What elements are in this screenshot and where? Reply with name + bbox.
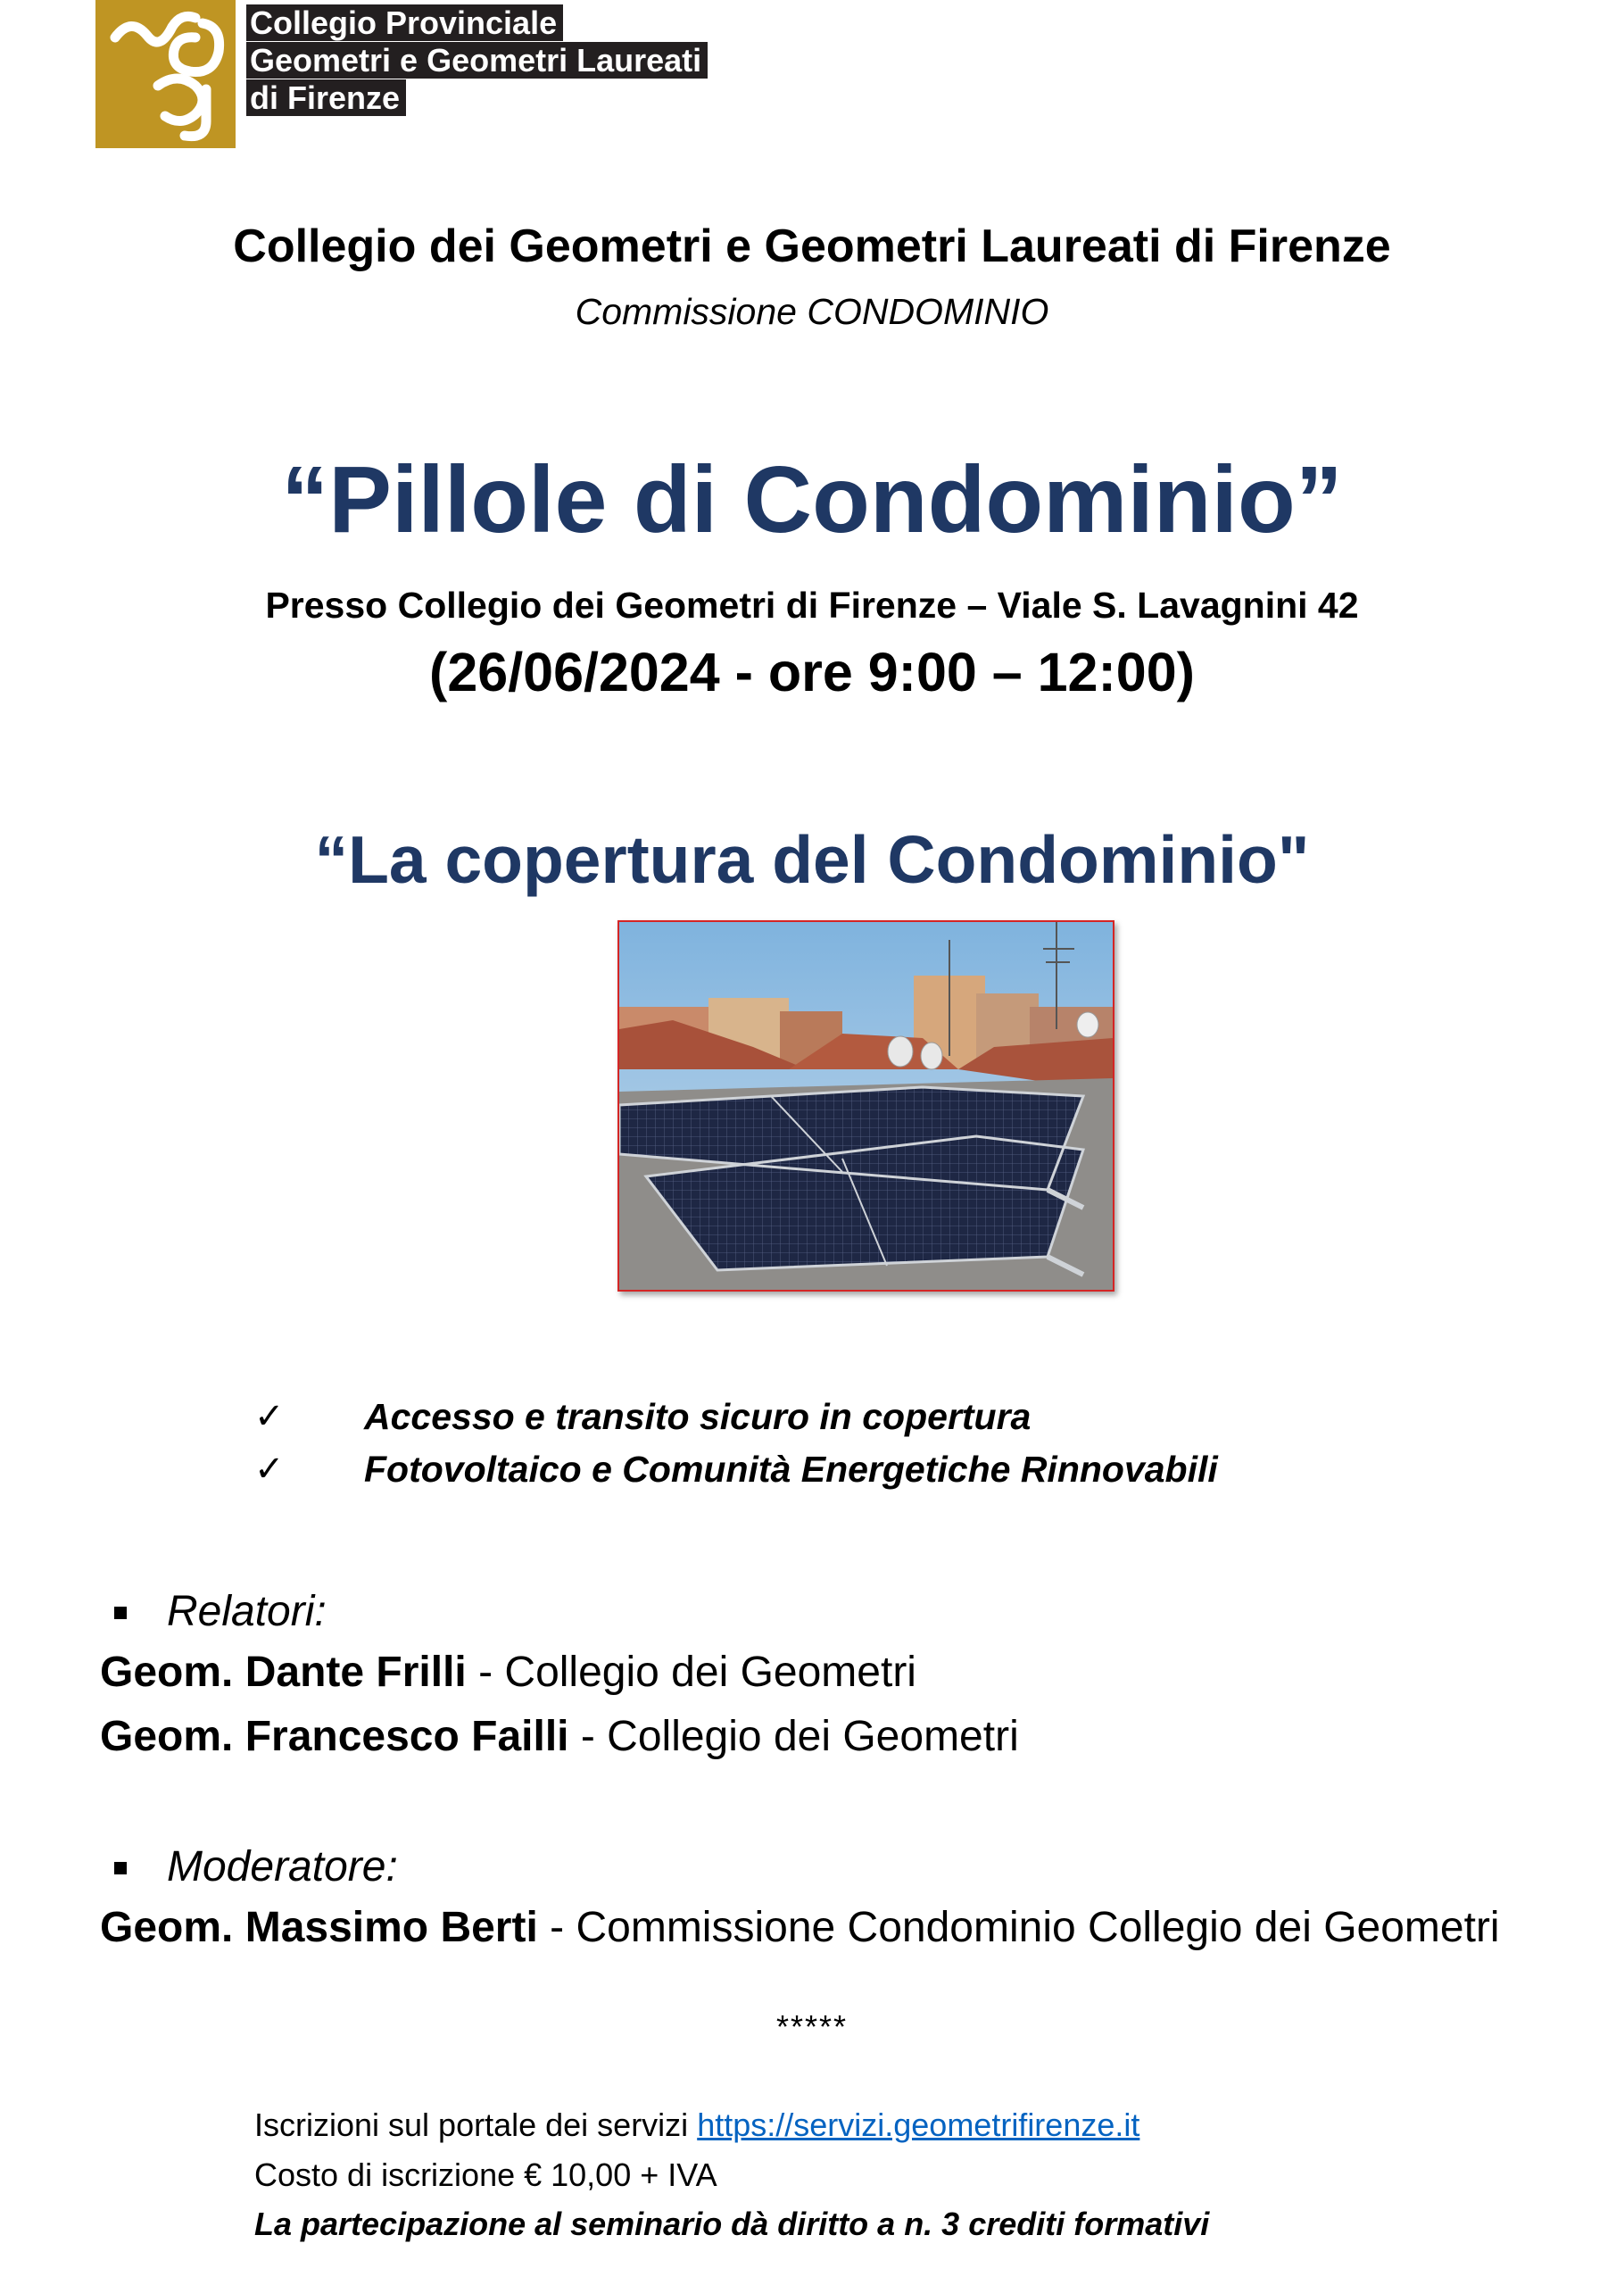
event-datetime: (26/06/2024 - ore 9:00 – 12:00) <box>429 642 1195 702</box>
topic-text: Accesso e transito sicuro in copertura <box>364 1396 1032 1437</box>
speaker-affiliation: - Collegio dei Geometri <box>568 1713 1019 1760</box>
square-bullet-icon <box>114 1607 127 1619</box>
commission-subheading: Commissione CONDOMINIO <box>575 291 1049 332</box>
speaker-name: Geom. Dante Frilli <box>100 1649 467 1696</box>
cg-monogram-icon <box>95 0 236 148</box>
solar-panels-on-rooftop-photo <box>617 920 1114 1292</box>
checkmark-icon: ✓ <box>254 1396 285 1437</box>
speaker-entry <box>100 1712 1019 1761</box>
separator: ***** <box>775 2008 849 2045</box>
topic-text: Fotovoltaico e Comunità Energetiche Rinnovabili <box>364 1449 1218 1490</box>
logo-line-2: Geometri e Geometri Laureati <box>246 42 708 79</box>
topic-item <box>254 1449 1504 1497</box>
event-venue: Presso Collegio dei Geometri di Firenze – Viale S. Lavagnini 42 <box>265 585 1359 626</box>
moderator-affiliation: - Commissione Condominio Collegio dei Geometri <box>537 1904 1500 1951</box>
speakers-label: Relatori: <box>167 1588 327 1635</box>
registration-prefix: Iscrizioni sul portale dei servizi <box>254 2106 698 2143</box>
cost-line: Costo di iscrizione € 10,00 + IVA <box>254 2156 717 2193</box>
registration-line <box>254 2106 1139 2144</box>
speaker-name: Geom. Francesco Failli <box>100 1713 569 1760</box>
square-bullet-icon <box>114 1862 127 1874</box>
event-title: “Pillole di Condominio” <box>281 447 1343 553</box>
topic-item <box>254 1396 1504 1444</box>
moderator-name: Geom. Massimo Berti <box>100 1904 538 1951</box>
checkmark-icon: ✓ <box>254 1449 285 1490</box>
logo-line-3: di Firenze <box>246 79 406 116</box>
organization-heading: Collegio dei Geometri e Geometri Laureati di Firenze <box>233 220 1391 272</box>
logo-text <box>246 4 708 117</box>
registration-link[interactable]: https://servizi.geometrifirenze.it <box>697 2106 1140 2143</box>
college-logo <box>95 0 236 148</box>
credits-line: La partecipazione al seminario dà diritto a n. 3 crediti formativi <box>254 2206 1210 2242</box>
event-topic: “La copertura del Condominio" <box>314 822 1310 897</box>
speaker-entry <box>100 1648 916 1697</box>
speaker-affiliation: - Collegio dei Geometri <box>466 1649 916 1696</box>
moderator-label: Moderatore: <box>167 1843 398 1890</box>
moderator-entry <box>100 1903 1500 1952</box>
logo-line-1: Collegio Provinciale <box>246 4 563 41</box>
